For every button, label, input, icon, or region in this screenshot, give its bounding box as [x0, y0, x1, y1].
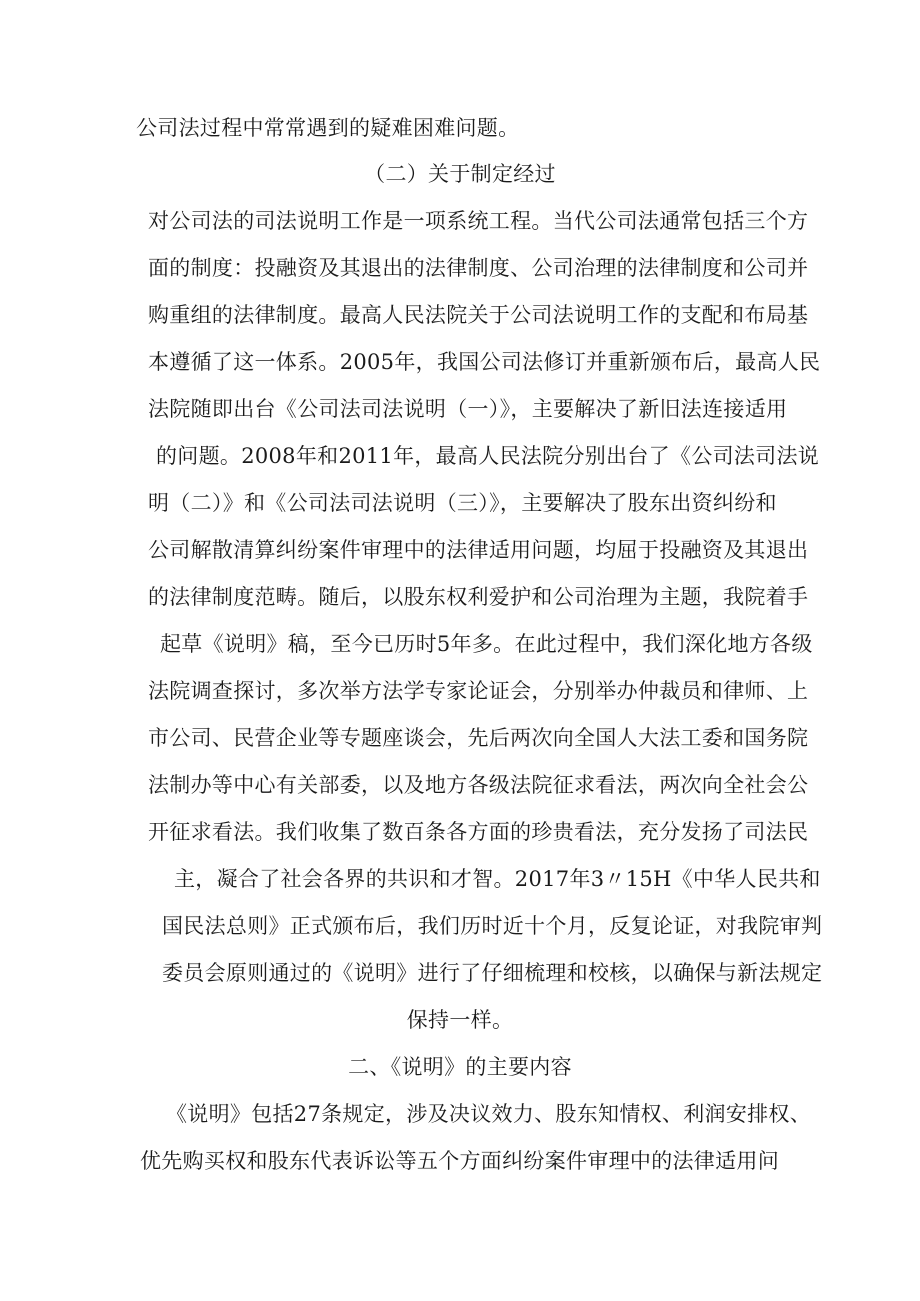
text-line-15: 法制办等中心有关部委，以及地方各级法院征求看法，两次向全社会公 [148, 773, 809, 797]
text-line-7: 法院随即出台《公司法司法说明（一）》，主要解决了新旧法连接适用 [148, 397, 788, 421]
text-line-6: 本遵循了这一体系。2005年，我国公司法修订并重新颁布后，最高人民 [148, 350, 821, 374]
text-line-5: 购重组的法律制度。最高人民法院关于公司法说明工作的支配和布局基 [148, 303, 809, 327]
text-line-16: 开征求看法。我们收集了数百条各方面的珍贵看法，充分发扬了司法民 [148, 820, 809, 844]
text-line-3: 对公司法的司法说明工作是一项系统工程。当代公司法通常包括三个方 [148, 209, 809, 233]
text-line-14: 市公司、民营企业等专题座谈会，先后两次向全国人大法工委和国务院 [148, 726, 809, 750]
section-heading-drafting-process: （二）关于制定经过 [364, 162, 556, 186]
section-heading-main-content: 二、《说明》的主要内容 [348, 1055, 572, 1079]
text-line-12: 起草《说明》稿，至今已历时5年多。在此过程中，我们深化地方各级 [160, 632, 813, 656]
text-line-13: 法院调查探讨，多次举方法学专家论证会，分别举办仲裁员和律师、上 [148, 679, 809, 703]
text-line-9: 明（二）》和《公司法司法说明（三）》，主要解决了股东出资纠纷和 [148, 491, 777, 515]
text-line-11: 的法律制度范畴。随后，以股东权利爱护和公司治理为主题，我院着手 [148, 585, 809, 609]
text-line-18: 国民法总则》正式颁布后，我们历时近十个月，反复论证，对我院审判 [162, 914, 823, 938]
text-line-17: 主，凝合了社会各界的共识和才智。2017年3〃15H《中华人民共和 [174, 867, 821, 891]
text-line-1: 公司法过程中常常遇到的疑难困难问题。 [136, 116, 520, 140]
text-line-20: 保持一样。 [406, 1008, 514, 1032]
text-line-23: 优先购买权和股东代表诉讼等五个方面纠纷案件审理中的法律适用问 [140, 1149, 779, 1173]
text-line-19: 委员会原则通过的《说明》进行了仔细梳理和校核，以确保与新法规定 [162, 961, 823, 985]
text-line-22: 《说明》包括27条规定，涉及决议效力、股东知情权、利润安排权、 [166, 1102, 812, 1126]
text-line-10: 公司解散清算纠纷案件审理中的法律适用问题，均屈于投融资及其退出 [148, 538, 809, 562]
text-line-8: 的问题。2008年和2011年，最高人民法院分别出台了《公司法司法说 [156, 444, 820, 468]
text-line-4: 面的制度：投融资及其退出的法律制度、公司治理的法律制度和公司并 [148, 256, 809, 280]
